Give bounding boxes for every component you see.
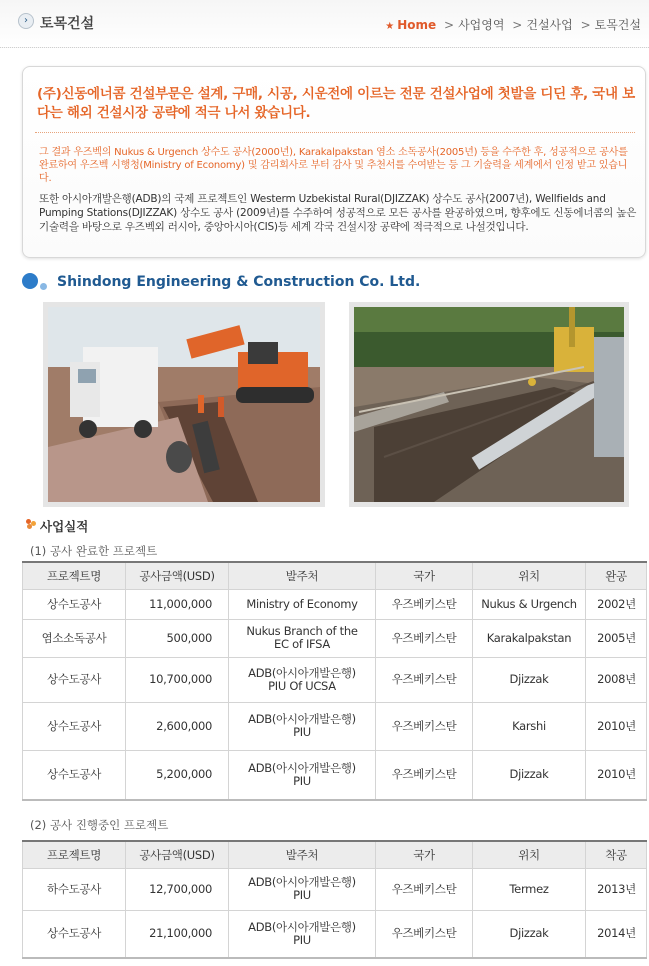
client-line: ADB(아시아개발은행) [248, 919, 356, 934]
intro-headline: (주)신동에너콤 건설부문은 설계, 구매, 시공, 시운전에 이르는 전문 건설사업에 첫발을 디딘 후, 국내 보다는 해외 건설시장 공략에 적극 나서 왔습니다. [37, 86, 635, 121]
cell-year: 2010년 [586, 702, 647, 750]
bullet-dots-icon [26, 519, 36, 529]
cell-amount: 500,000 [126, 619, 229, 657]
col-header-name: 프로젝트명 [23, 562, 126, 589]
cell-year: 2008년 [586, 657, 647, 702]
client-line: PIU [293, 888, 311, 902]
cell-country: 우즈베키스탄 [376, 657, 473, 702]
bullet-dot-icon [22, 273, 38, 289]
cell-year: 2014년 [586, 910, 647, 958]
cell-client [229, 868, 376, 910]
breadcrumb-item-construction[interactable]: 건설사업 [526, 18, 573, 32]
cell-client [229, 619, 376, 657]
table-row [23, 750, 647, 800]
client-line: ADB(아시아개발은행) [248, 760, 356, 775]
completed-projects-title: (1) 공사 완료한 프로젝트 [30, 544, 158, 558]
cell-amount: 5,200,000 [126, 750, 229, 800]
cell-location: Karshi [473, 702, 586, 750]
star-icon: ★ [385, 21, 395, 32]
client-line: PIU Of UCSA [268, 678, 336, 693]
client-line: ADB(아시아개발은행) [248, 665, 356, 680]
cell-country: 우즈베키스탄 [376, 868, 473, 910]
col-header-client: 발주처 [229, 841, 376, 868]
cell-location: Karakalpakstan [473, 619, 586, 657]
table-header-row [23, 562, 647, 589]
cell-location: Djizzak [473, 750, 586, 800]
chevron-right-icon: > [512, 18, 523, 32]
col-header-year: 완공 [586, 562, 647, 589]
client-line: Ministry of Economy [246, 596, 358, 611]
ongoing-projects-title: (2) 공사 진행중인 프로젝트 [30, 818, 169, 832]
col-header-name: 프로젝트명 [23, 841, 126, 868]
cell-country: 우즈베키스탄 [376, 750, 473, 800]
cell-amount: 12,700,000 [126, 868, 229, 910]
cell-country: 우즈베키스탄 [376, 619, 473, 657]
page-header [0, 0, 649, 48]
completed-projects-table [22, 561, 647, 801]
cell-location: Nukus & Urgench [473, 589, 586, 619]
cell-amount: 21,100,000 [126, 910, 229, 958]
cell-client [229, 750, 376, 800]
intro-paragraph-2: 또한 아시아개발은행(ADB)의 국제 프로젝트인 Westerm Uzbekistal Rural(DJIZZAK) 상수도 공사(2007년), Wellfields and Pumping Stations(DJIZZAK) 상수도 공사 (2009년)를 수주하여 성공적으로 모든 공사를 완공하였으며, 향후에도 신동에너콤의 높은 기술력을 바탕으로 우즈벡외 러시아, 중앙아시아(CIS)등 세계 각국 건설시장 공략에 적극적으로 나설것입니다. [39, 193, 637, 233]
cell-client [229, 910, 376, 958]
intro-paragraph-1: 그 결과 우즈벡의 Nukus & Urgench 상수도 공사(2000년), Karakalpakstan 염소 소독공사(2005년) 등을 수주한 후, 성공적으로 공사를 완료하여 우즈벡 시행청(Ministry of Economy) 및 감리회사로 부터 감사 및 추천서를 수여받는 등 그 기술력을 세계에서 인정 받고 있습니다. [39, 147, 628, 184]
cell-client [229, 702, 376, 750]
photo-pipeline-installation [349, 302, 629, 507]
col-header-client: 발주처 [229, 562, 376, 589]
col-header-country: 국가 [376, 841, 473, 868]
cell-location: Djizzak [473, 910, 586, 958]
cell-year: 2002년 [586, 589, 647, 619]
client-line: PIU [293, 932, 311, 947]
client-line: ADB(아시아개발은행) [248, 875, 356, 889]
cell-project-name: 상수도공사 [23, 589, 126, 619]
breadcrumb [385, 16, 641, 33]
cell-amount: 2,600,000 [126, 702, 229, 750]
col-header-year: 착공 [586, 841, 647, 868]
ongoing-projects-table [22, 840, 647, 959]
cell-project-name: 상수도공사 [23, 750, 126, 800]
cell-project-name: 염소소독공사 [23, 619, 126, 657]
divider [35, 132, 635, 133]
cell-year: 2005년 [586, 619, 647, 657]
cell-amount: 10,700,000 [126, 657, 229, 702]
table-row [23, 868, 647, 910]
client-line: EC of IFSA [274, 637, 330, 651]
col-header-location: 위치 [473, 841, 586, 868]
client-line: Nukus Branch of the [246, 624, 358, 638]
col-header-country: 국가 [376, 562, 473, 589]
cell-year: 2010년 [586, 750, 647, 800]
client-line: PIU [293, 725, 311, 739]
cell-client [229, 657, 376, 702]
col-header-location: 위치 [473, 562, 586, 589]
table-row [23, 702, 647, 750]
chevron-right-icon: > [444, 18, 455, 32]
cell-client [229, 589, 376, 619]
bullet-dot-icon [40, 283, 47, 290]
table-header-row [23, 841, 647, 868]
cell-country: 우즈베키스탄 [376, 910, 473, 958]
table-row [23, 910, 647, 958]
cell-project-name: 상수도공사 [23, 657, 126, 702]
page-title: 토목건설 [40, 16, 95, 32]
table-row [23, 589, 647, 619]
table-row [23, 657, 647, 702]
breadcrumb-item-business[interactable]: 사업영역 [458, 18, 505, 32]
cell-country: 우즈베키스탄 [376, 702, 473, 750]
cell-country: 우즈베키스탄 [376, 589, 473, 619]
cell-project-name: 하수도공사 [23, 868, 126, 910]
chevron-right-icon: > [580, 18, 591, 32]
cell-location: Termez [473, 868, 586, 910]
client-line: PIU [293, 773, 311, 788]
section-label: 사업실적 [40, 519, 89, 534]
photo-pipeline-excavation [43, 302, 325, 507]
chevron-right-circle-icon: › [18, 13, 34, 29]
table-row [23, 619, 647, 657]
breadcrumb-home-link[interactable]: Home [397, 18, 437, 32]
intro-box [22, 66, 646, 258]
cell-year: 2013년 [586, 868, 647, 910]
company-name: Shindong Engineering & Construction Co. Ltd. [57, 274, 421, 290]
col-header-amount: 공사금액(USD) [126, 562, 229, 589]
client-line: ADB(아시아개발은행) [248, 712, 356, 726]
cell-amount: 11,000,000 [126, 589, 229, 619]
cell-project-name: 상수도공사 [23, 910, 126, 958]
cell-location: Djizzak [473, 657, 586, 702]
col-header-amount: 공사금액(USD) [126, 841, 229, 868]
breadcrumb-item-current: 토목건설 [594, 18, 641, 32]
cell-project-name: 상수도공사 [23, 702, 126, 750]
